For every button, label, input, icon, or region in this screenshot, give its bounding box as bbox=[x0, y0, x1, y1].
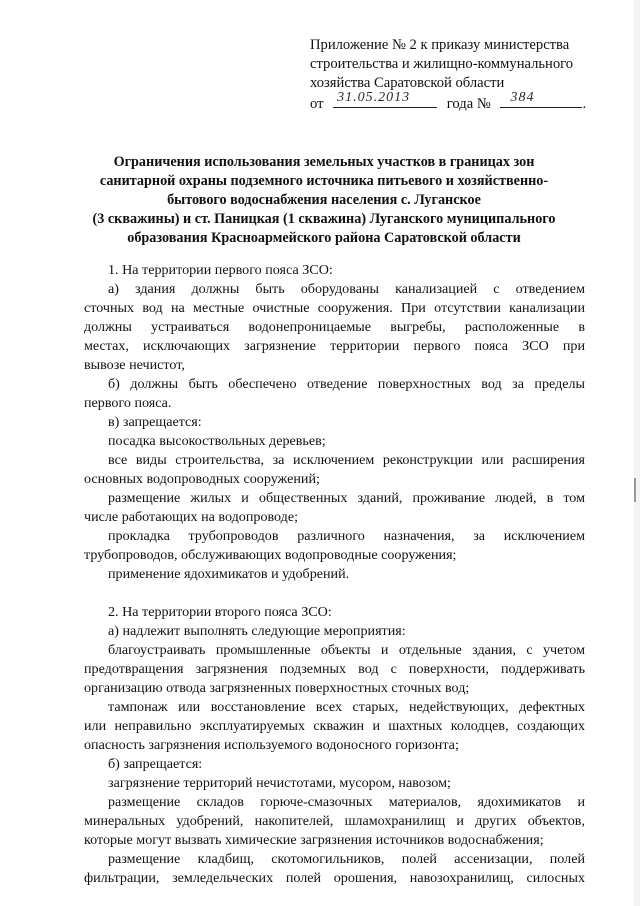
document-body bbox=[84, 261, 585, 888]
handwritten-number: 384 bbox=[510, 90, 535, 105]
title-line: бытового водоснабжения населения с. Луганское bbox=[167, 192, 481, 208]
header-line-3: хозяйства Саратовской области bbox=[310, 75, 505, 91]
handwritten-date: 31.05.2013 bbox=[337, 90, 411, 105]
title-line: Ограничения использования земельных участков в границах зон bbox=[113, 154, 535, 170]
body-line: должны устраиваться водонепроницаемые выгребы, расположенные в bbox=[84, 319, 585, 335]
body-line: размещение жилых и общественных зданий, проживание людей, в том bbox=[108, 490, 585, 506]
body-line: б) должны быть обеспечено отведение поверхностных вод за пределы bbox=[108, 376, 585, 392]
body-line: основных водопроводных сооружений; bbox=[84, 471, 320, 487]
body-line: трубопроводов, обслуживающих водопроводные сооружения; bbox=[84, 547, 457, 563]
body-line: минеральных удобрений, накопителей, шламохранилищ и других объектов, bbox=[84, 813, 585, 829]
body-line: все виды строительства, за исключением реконструкции или расширения bbox=[108, 452, 585, 468]
body-line: сточных вод на местные очистные сооружения. При отсутствии канализации bbox=[84, 300, 585, 316]
body-line: фильтрации, земледельческих полей орошения, навозохранилищ, силосных bbox=[84, 870, 585, 886]
scan-margin-mark bbox=[634, 478, 636, 502]
title-line: образования Красноармейского района Саратовской области bbox=[127, 230, 521, 246]
number-label: года № bbox=[446, 96, 491, 112]
body-line: местах, исключающих загрязнение территории первого пояса ЗСО при bbox=[84, 338, 585, 354]
body-line: 2. На территории второго пояса ЗСО: bbox=[108, 604, 332, 620]
paragraph-gap bbox=[84, 584, 585, 603]
body-line: первого пояса. bbox=[84, 395, 172, 411]
number-field bbox=[500, 90, 582, 108]
body-line: которые могут вызвать химические загрязнения источников водоснабжения; bbox=[84, 832, 544, 848]
body-line: прокладка трубопроводов различного назначения, за исключением bbox=[108, 528, 585, 544]
body-line: в) запрещается: bbox=[108, 414, 202, 430]
body-line: тампонаж или восстановление всех старых, недействующих, дефектных bbox=[108, 699, 585, 715]
body-line: загрязнение территорий нечистотами, мусором, навозом; bbox=[108, 775, 451, 791]
header-date-number-line: от 31.05.2013 года № 384 . bbox=[310, 90, 587, 112]
body-line: или неправильно эксплуатируемых скважин и шахтных колодцев, создающих bbox=[84, 718, 585, 734]
from-label: от bbox=[310, 96, 324, 112]
title-line: (3 скважины) и ст. Паницкая (1 скважина) Луганского муниципального bbox=[92, 211, 556, 227]
body-line: а) надлежит выполнять следующие мероприятия: bbox=[108, 623, 406, 639]
body-line: посадка высокоствольных деревьев; bbox=[108, 433, 326, 449]
body-line: б) запрещается: bbox=[108, 756, 203, 772]
body-line: применение ядохимикатов и удобрений. bbox=[108, 566, 350, 582]
document-title bbox=[68, 153, 580, 248]
body-line: а) здания должны быть оборудованы канализацией с отведением bbox=[108, 281, 585, 297]
scan-edge bbox=[634, 0, 640, 906]
body-line: размещение складов горюче-смазочных материалов, ядохимикатов и bbox=[108, 794, 585, 810]
body-line: благоустраивать промышленные объекты и отдельные здания, с учетом bbox=[108, 642, 585, 658]
body-line: размещение кладбищ, скотомогильников, полей ассенизации, полей bbox=[108, 851, 585, 867]
body-line: 1. На территории первого пояса ЗСО: bbox=[108, 262, 333, 278]
body-line: предотвращения загрязнения подземных вод с поверхности, поддерживать bbox=[84, 661, 585, 677]
body-line: вывозе нечистот, bbox=[84, 357, 185, 373]
header-line-1: Приложение № 2 к приказу министерства bbox=[310, 37, 570, 53]
date-field bbox=[333, 90, 437, 108]
body-line: организацию отвода загрязненных поверхностных сточных вод; bbox=[84, 680, 470, 696]
body-line: числе работающих на водопроводе; bbox=[84, 509, 299, 525]
order-appendix-header bbox=[310, 36, 610, 114]
header-line-2: строительства и жилищно-коммунального bbox=[310, 56, 574, 72]
title-line: санитарной охраны подземного источника питьевого и хозяйственно- bbox=[99, 173, 549, 189]
body-line: опасность загрязнения используемого водоносного горизонта; bbox=[84, 737, 459, 753]
